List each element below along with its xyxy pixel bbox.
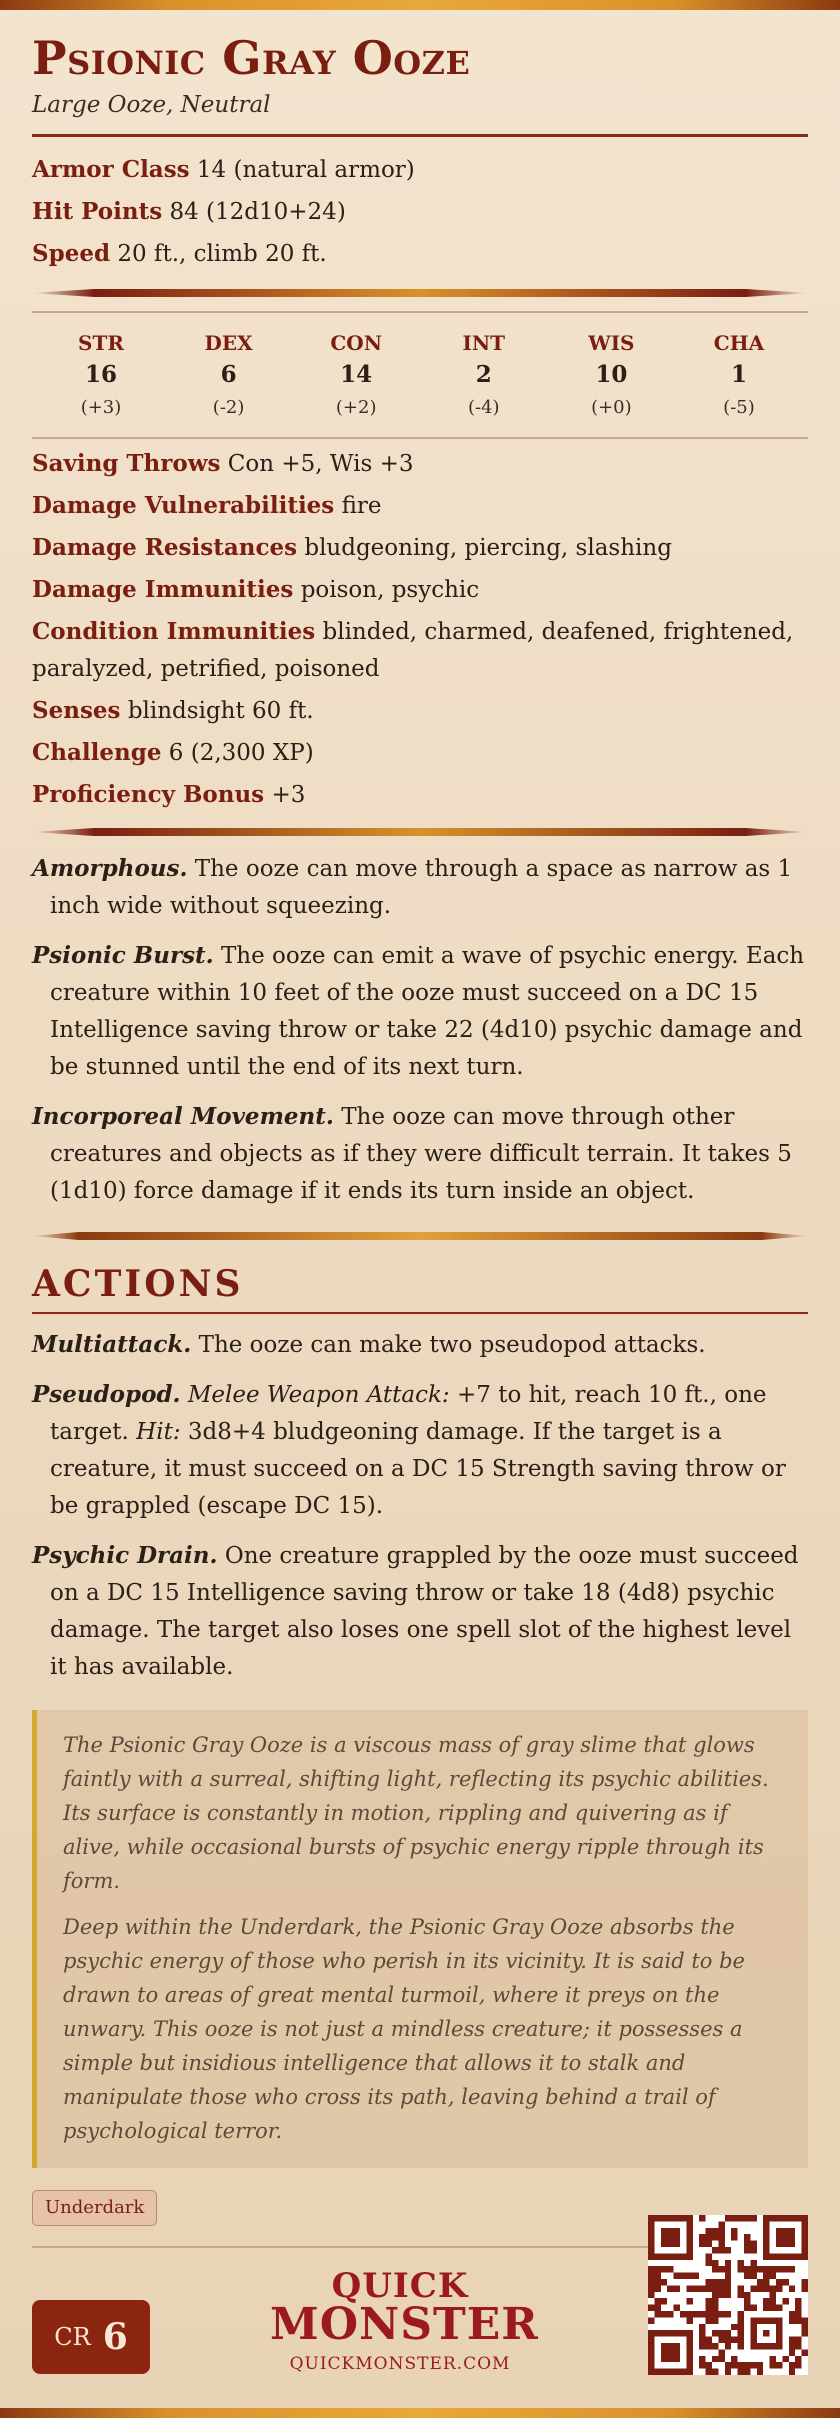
ability-name: STR [78, 331, 124, 355]
abilities-bottom-rule [32, 437, 808, 439]
trait-text: The ooze can move through other creatures and objects as if they were difficult terrain. It takes 5 (1d10) force damage if it ends its turn inside an object. [50, 1104, 792, 1204]
ability-int [429, 329, 539, 423]
property-label: Damage Resistances [32, 534, 298, 561]
damage-immunities-line [32, 571, 808, 609]
trait-incorporeal-movement [32, 1098, 808, 1210]
traits [32, 850, 808, 1210]
property-value: fire [341, 493, 382, 519]
action-name: Psychic Drain. [32, 1542, 218, 1569]
section-divider [32, 289, 808, 297]
trait-name: Incorporeal Movement. [32, 1103, 334, 1130]
condition-immunities-line [32, 613, 808, 688]
action-text: The ooze can make two pseudopod attacks. [198, 1332, 706, 1358]
ability-modifier: (+3) [80, 397, 122, 418]
cr-badge [32, 2300, 150, 2374]
ability-scores [32, 313, 808, 437]
damage-resistances-line [32, 529, 808, 567]
ability-modifier: (-4) [467, 397, 500, 418]
ability-name: CHA [713, 331, 765, 355]
ability-con [301, 329, 411, 423]
property-value: Con +5, Wis +3 [227, 451, 414, 477]
trait-name: Psionic Burst. [32, 942, 214, 969]
trait-text: The ooze can emit a wave of psychic energy. Each creature within 10 feet of the ooze must succeed on a DC 15 Intelligence saving throw or take 22 (4d10) psychic damage and be stunned until the end of its next turn. [50, 943, 805, 1080]
site-url[interactable]: QUICKMONSTER.COM [289, 2354, 511, 2374]
speed-label: Speed [32, 240, 111, 267]
actions-heading: ACTIONS [32, 1263, 244, 1305]
action-pseudopod [32, 1376, 808, 1525]
core-stats [32, 149, 808, 275]
property-label: Saving Throws [32, 450, 221, 477]
property-value: +3 [271, 782, 306, 808]
action-name: Pseudopod. [32, 1381, 181, 1408]
speed-line [32, 233, 808, 275]
property-value: blinded, charmed, deafened, frightened, paralyzed, petrified, poisoned [32, 619, 794, 682]
ability-name: DEX [204, 331, 253, 355]
hit-text: 3d8+4 bludgeoning damage. If the target is a creature, it must succeed on a DC 15 Strength saving throw or be grappled (escape DC 15). [50, 1419, 786, 1519]
armor-class-line [32, 149, 808, 191]
title-divider [32, 134, 808, 137]
armor-class-value: 14 (natural armor) [196, 157, 415, 183]
hit-label: Hit: [136, 1419, 181, 1445]
logo-line-quick: QUICK [331, 2266, 469, 2306]
senses-line [32, 692, 808, 730]
hit-points-label: Hit Points [32, 198, 163, 225]
ability-score: 6 [220, 361, 237, 388]
monster-type-line: Large Ooze, Neutral [32, 92, 271, 118]
damage-vulnerabilities-line [32, 487, 808, 525]
proficiency-bonus-line [32, 776, 808, 814]
property-value: poison, psychic [300, 577, 480, 603]
top-border [0, 0, 840, 10]
environment-tag[interactable]: Underdark [32, 2190, 157, 2226]
ability-name: WIS [588, 331, 635, 355]
logo-line-monster: MONSTER [270, 2299, 539, 2350]
attack-type: Melee Weapon Attack: [187, 1382, 450, 1408]
ability-score: 10 [595, 361, 628, 388]
armor-class-label: Armor Class [32, 156, 190, 183]
property-label: Challenge [32, 739, 162, 766]
property-label: Proficiency Bonus [32, 781, 265, 808]
actions-heading-rule [32, 1312, 808, 1314]
lore-block [32, 1710, 808, 2168]
ability-dex [174, 329, 284, 423]
property-value: bludgeoning, piercing, slashing [304, 535, 672, 561]
saving-throws-line [32, 445, 808, 483]
hit-points-line [32, 191, 808, 233]
monster-name: Psionic Gray Ooze [32, 31, 471, 85]
ability-modifier: (-2) [212, 397, 245, 418]
ability-modifier: (+0) [591, 397, 632, 418]
trait-text: The ooze can move through a space as narrow as 1 inch wide without squeezing. [50, 856, 793, 919]
action-psychic-drain [32, 1537, 808, 1686]
ability-cha [684, 329, 794, 423]
stat-block-content [32, 28, 808, 2248]
challenge-line [32, 734, 808, 772]
action-text: One creature grappled by the ooze must succeed on a DC 15 Intelligence saving throw or take 18 (4d8) psychic damage. The target also loses one spell slot of the highest level it has available. [50, 1543, 799, 1680]
secondary-properties [32, 445, 808, 814]
actions-list [32, 1326, 808, 1686]
action-name: Multiattack. [32, 1331, 192, 1358]
ability-score: 1 [730, 361, 747, 388]
attack-text: +7 to hit, reach 10 ft., one target. [50, 1382, 767, 1445]
property-label: Senses [32, 697, 121, 724]
trait-amorphous [32, 850, 808, 925]
property-label: Condition Immunities [32, 618, 316, 645]
section-divider [32, 828, 808, 836]
ability-modifier: (+2) [335, 397, 377, 418]
ability-name: CON [330, 331, 382, 355]
lore-paragraph: The Psionic Gray Ooze is a viscous mass of gray slime that glows faintly with a surreal, shifting light, reflecting its psychic abilities. Its surface is constantly in motion, rippling and quivering as if alive, while occasional bursts of psychic energy ripple through its form. [63, 1733, 769, 1893]
ability-name: INT [462, 331, 506, 355]
actions-divider [32, 1232, 808, 1240]
speed-value: 20 ft., climb 20 ft. [117, 241, 327, 267]
bottom-border [0, 2408, 840, 2418]
ability-wis [556, 329, 666, 423]
ability-score: 2 [475, 361, 492, 388]
cr-value: 6 [102, 2316, 128, 2358]
ability-score: 16 [84, 361, 117, 388]
property-value: 6 (2,300 XP) [168, 740, 314, 766]
trait-psionic-burst [32, 937, 808, 1086]
qr-code-icon[interactable] [648, 2215, 808, 2375]
property-value: blindsight 60 ft. [127, 698, 314, 724]
ability-modifier: (-5) [723, 397, 755, 418]
lore-paragraph: Deep within the Underdark, the Psionic Gray Ooze absorbs the psychic energy of those who perish in its vicinity. It is said to be drawn to areas of great mental turmoil, where it preys on the unwary. This ooze is not just a mindless creature; it possesses a simple but insidious intelligence that allows it to stalk and manipulate those who cross its path, leaving behind a trail of psychological terror. [63, 1915, 745, 2143]
property-label: Damage Immunities [32, 576, 294, 603]
action-multiattack [32, 1326, 808, 1364]
ability-score: 14 [340, 361, 373, 388]
trait-name: Amorphous. [32, 855, 188, 882]
hit-points-value: 84 (12d10+24) [169, 199, 346, 225]
ability-str [46, 329, 156, 423]
quick-monster-logo[interactable] [270, 2266, 539, 2374]
property-label: Damage Vulnerabilities [32, 492, 335, 519]
cr-label: CR [54, 2323, 91, 2351]
